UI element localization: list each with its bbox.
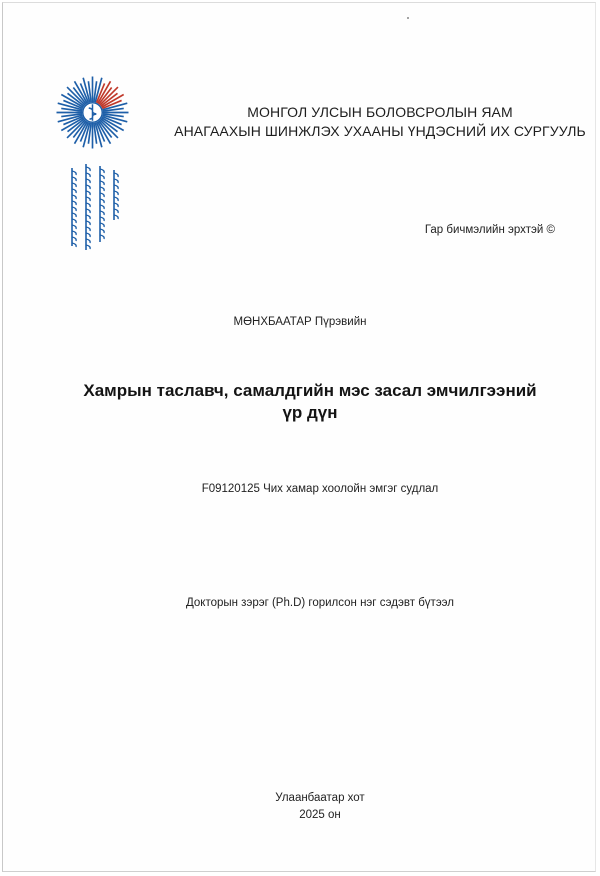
place-and-year: [0, 790, 600, 824]
year: 2025 он: [299, 809, 341, 821]
scan-speck: [407, 17, 409, 19]
thesis-title: [80, 380, 540, 424]
specialty-code: F09120125 Чих хамар хоолойн эмгэг судлал: [201, 483, 439, 495]
ministry-header: [160, 103, 600, 141]
author-name: МӨНХБААТАР Пүрэвийн: [233, 316, 367, 328]
degree-statement: Докторын зэрэг (Ph.D) горилсон нэг сэдэвт бүтээл: [185, 597, 455, 609]
university-emblem-icon: [55, 75, 130, 150]
mongolian-script-icon: [64, 160, 130, 252]
thesis-title-line-2: үр дүн: [282, 403, 338, 422]
thesis-title-line-1: Хамрын таславч, самалдгийн мэс засал эмчилгээний: [83, 381, 537, 400]
city-name: Улаанбаатар хот: [275, 792, 365, 804]
ministry-line-1: МОНГОЛ УЛСЫН БОЛОВСРОЛЫН ЯАМ: [247, 104, 513, 120]
copyright-note: Гар бичмэлийн эрхтэй ©: [424, 224, 555, 236]
ministry-line-2: АНАГААХЫН ШИНЖЛЭХ УХААНЫ ҮНДЭСНИЙ ИХ СУРГУУЛЬ: [174, 123, 586, 139]
